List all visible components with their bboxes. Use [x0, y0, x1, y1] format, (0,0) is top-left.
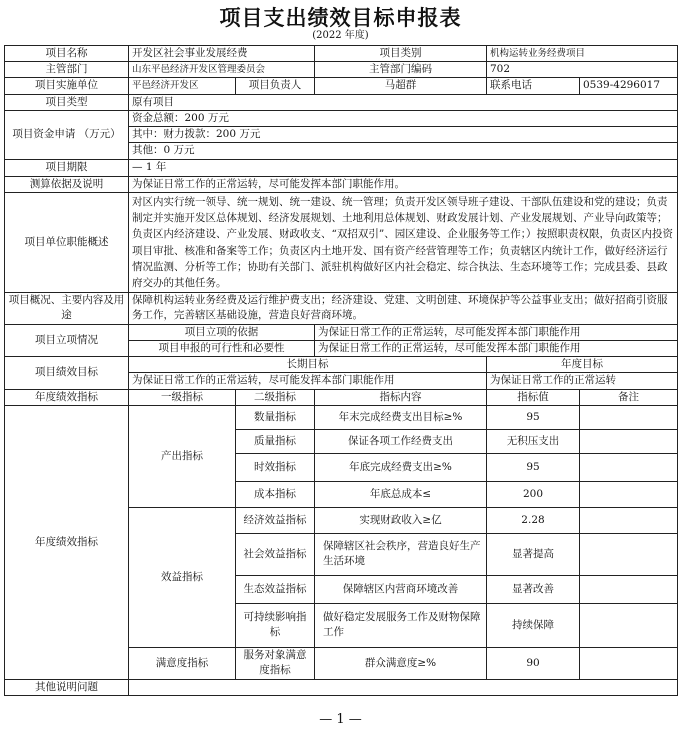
- goals-label: 项目绩效目标: [5, 357, 129, 389]
- row-overview: [5, 292, 678, 324]
- indicator-remark: [580, 647, 678, 679]
- indicator-content: 年底总成本≤: [315, 481, 487, 507]
- long-term-goal-value: 为保证日常工作的正常运转，尽可能发挥本部门职能作用: [129, 373, 487, 389]
- row-approval-basis: [5, 324, 678, 340]
- indicator-level2: 社会效益指标: [236, 533, 315, 575]
- fund-fiscal: 其中：财力拨款：200 万元: [129, 127, 678, 143]
- indicator-header-section: 年度绩效指标: [5, 389, 129, 405]
- row-basis: [5, 176, 678, 192]
- row-duty: [5, 192, 678, 292]
- indicator-value: 90: [487, 647, 580, 679]
- indicator-value: 95: [487, 405, 580, 429]
- phone-value: 0539-4296017: [580, 78, 678, 94]
- dept-label: 主管部门: [5, 62, 129, 78]
- basis-value: 为保证日常工作的正常运转，尽可能发挥本部门职能作用。: [129, 176, 678, 192]
- indicator-value: 2.28: [487, 507, 580, 533]
- indicator-level2: 服务对象满意度指标: [236, 647, 315, 679]
- indicator-level2: 数量指标: [236, 405, 315, 429]
- indicator-content: 保障辖区社会秩序，营造良好生产生活环境: [315, 533, 487, 575]
- indicator-remark: [580, 405, 678, 429]
- page-number: — 1 —: [319, 712, 362, 727]
- period-label: 项目期限: [5, 159, 129, 176]
- form-title: 项目支出绩效目标申报表: [219, 6, 462, 30]
- type-label: 项目类型: [5, 94, 129, 110]
- indicator-content: 年底完成经费支出≥%: [315, 453, 487, 481]
- indicator-level2: 成本指标: [236, 481, 315, 507]
- indicator-remark: [580, 429, 678, 453]
- long-term-goal-label: 长期目标: [129, 357, 487, 373]
- impl-label: 项目实施单位: [5, 78, 129, 94]
- indicator-remark: [580, 481, 678, 507]
- annual-goal-value: 为保证日常工作的正常运转: [487, 373, 678, 389]
- project-category-value: 机构运转业务经费项目: [487, 46, 678, 62]
- project-category-label: 项目类别: [315, 46, 487, 62]
- row-fund-total: [5, 110, 678, 126]
- indicator-value: 显著提高: [487, 533, 580, 575]
- other-value: [129, 679, 678, 695]
- indicator-value: 显著改善: [487, 575, 580, 603]
- dept-value: 山东平邑经济开发区管理委员会: [129, 62, 315, 78]
- indicator-remark: [580, 603, 678, 647]
- indicator-value: 无积压支出: [487, 429, 580, 453]
- indicator-content: 保障辖区内营商环境改善: [315, 575, 487, 603]
- approval-basis-label: 项目立项的依据: [129, 324, 315, 340]
- fund-label: 项目资金申请 （万元）: [5, 110, 129, 159]
- indicator-header-level2: 二级指标: [236, 389, 315, 405]
- indicator-remark: [580, 575, 678, 603]
- indicator-header-value: 指标值: [487, 389, 580, 405]
- indicator-content: 做好稳定发展服务工作及财物保障工作: [315, 603, 487, 647]
- dept-code-label: 主管部门编码: [315, 62, 487, 78]
- row-project-name: [5, 46, 678, 62]
- project-name-value: 开发区社会事业发展经费: [129, 46, 315, 62]
- form-year: (2022 年度): [312, 30, 369, 41]
- indicator-row: [5, 405, 678, 429]
- duty-value: 对区内实行统一领导、统一规划、统一建设、统一管理；负责开发区领导班子建设、干部队伍建设和党的建设；负责制定并实施开发区总体规划、经济发展规划、土地利用总体规划、财政发展计划、产业发展规划、产业导向政策等；负责区内经济建设、产业发展、财政收支、“双招双引”、园区建设、企业服务等工作；）按照职责权限，负责区内投资项目审批、核准和备案等工作；负责区内土地开发、国有资产经营管理等工作；负责辖区内统计工作，做好经济运行情况监测、分析等工作；协助有关部门、派驻机构做好区内社会稳定、综合执法、生态环境等工作；完成县委、县政府交办的其他任务。: [129, 192, 678, 292]
- approval-feasibility-value: 为保证日常工作的正常运转，尽可能发挥本部门职能作用: [315, 340, 678, 356]
- indicator-header-remark: 备注: [580, 389, 678, 405]
- row-dept: [5, 62, 678, 78]
- approval-basis-value: 为保证日常工作的正常运转，尽可能发挥本部门职能作用: [315, 324, 678, 340]
- indicator-remark: [580, 533, 678, 575]
- benefit-indicator-label: 效益指标: [129, 507, 236, 647]
- performance-form-table: [4, 45, 678, 696]
- indicator-header-level1: 一级指标: [129, 389, 236, 405]
- indicator-level2: 生态效益指标: [236, 575, 315, 603]
- type-value: 原有项目: [129, 94, 678, 110]
- indicator-value: 200: [487, 481, 580, 507]
- overview-label: 项目概况、主要内容及用途: [5, 292, 129, 324]
- annual-goal-label: 年度目标: [487, 357, 678, 373]
- indicator-level2: 经济效益指标: [236, 507, 315, 533]
- indicator-remark: [580, 453, 678, 481]
- row-type: [5, 94, 678, 110]
- fund-total: 资金总额：200 万元: [129, 110, 678, 126]
- output-indicator-label: 产出指标: [129, 405, 236, 507]
- other-label: 其他说明问题: [5, 679, 129, 695]
- row-impl: [5, 78, 678, 94]
- phone-label: 联系电话: [487, 78, 580, 94]
- indicator-level2: 可持续影响指标: [236, 603, 315, 647]
- row-period: [5, 159, 678, 176]
- indicator-header-content: 指标内容: [315, 389, 487, 405]
- period-value: — 1 年: [129, 159, 678, 176]
- indicator-level2: 质量指标: [236, 429, 315, 453]
- indicator-value: 95: [487, 453, 580, 481]
- project-name-label: 项目名称: [5, 46, 129, 62]
- indicator-level2: 时效指标: [236, 453, 315, 481]
- dept-code-value: 702: [487, 62, 678, 78]
- impl-value: 平邑经济开发区: [129, 78, 236, 94]
- fund-other: 其他：0 万元: [129, 143, 678, 159]
- approval-feasibility-label: 项目申报的可行性和必要性: [129, 340, 315, 356]
- indicator-value: 持续保障: [487, 603, 580, 647]
- indicator-content: 群众满意度≥%: [315, 647, 487, 679]
- indicator-header-row: [5, 389, 678, 405]
- row-goals-header: [5, 357, 678, 373]
- annual-indicator-section-label: 年度绩效指标: [5, 405, 129, 679]
- basis-label: 测算依据及说明: [5, 176, 129, 192]
- indicator-content: 年末完成经费支出目标≥%: [315, 405, 487, 429]
- indicator-content: 保证各项工作经费支出: [315, 429, 487, 453]
- satisfaction-indicator-label: 满意度指标: [129, 647, 236, 679]
- indicator-remark: [580, 507, 678, 533]
- overview-value: 保障机构运转业务经费及运行维护费支出；经济建设、党建、文明创建、环境保护等公益事业支出；做好招商引资服务工作，完善辖区基础设施，营造良好营商环境。: [129, 292, 678, 324]
- duty-label: 项目单位职能概述: [5, 192, 129, 292]
- leader-label: 项目负责人: [236, 78, 315, 94]
- row-other: [5, 679, 678, 695]
- approval-label: 项目立项情况: [5, 324, 129, 356]
- indicator-content: 实现财政收入≥亿: [315, 507, 487, 533]
- leader-value: 马超群: [315, 78, 487, 94]
